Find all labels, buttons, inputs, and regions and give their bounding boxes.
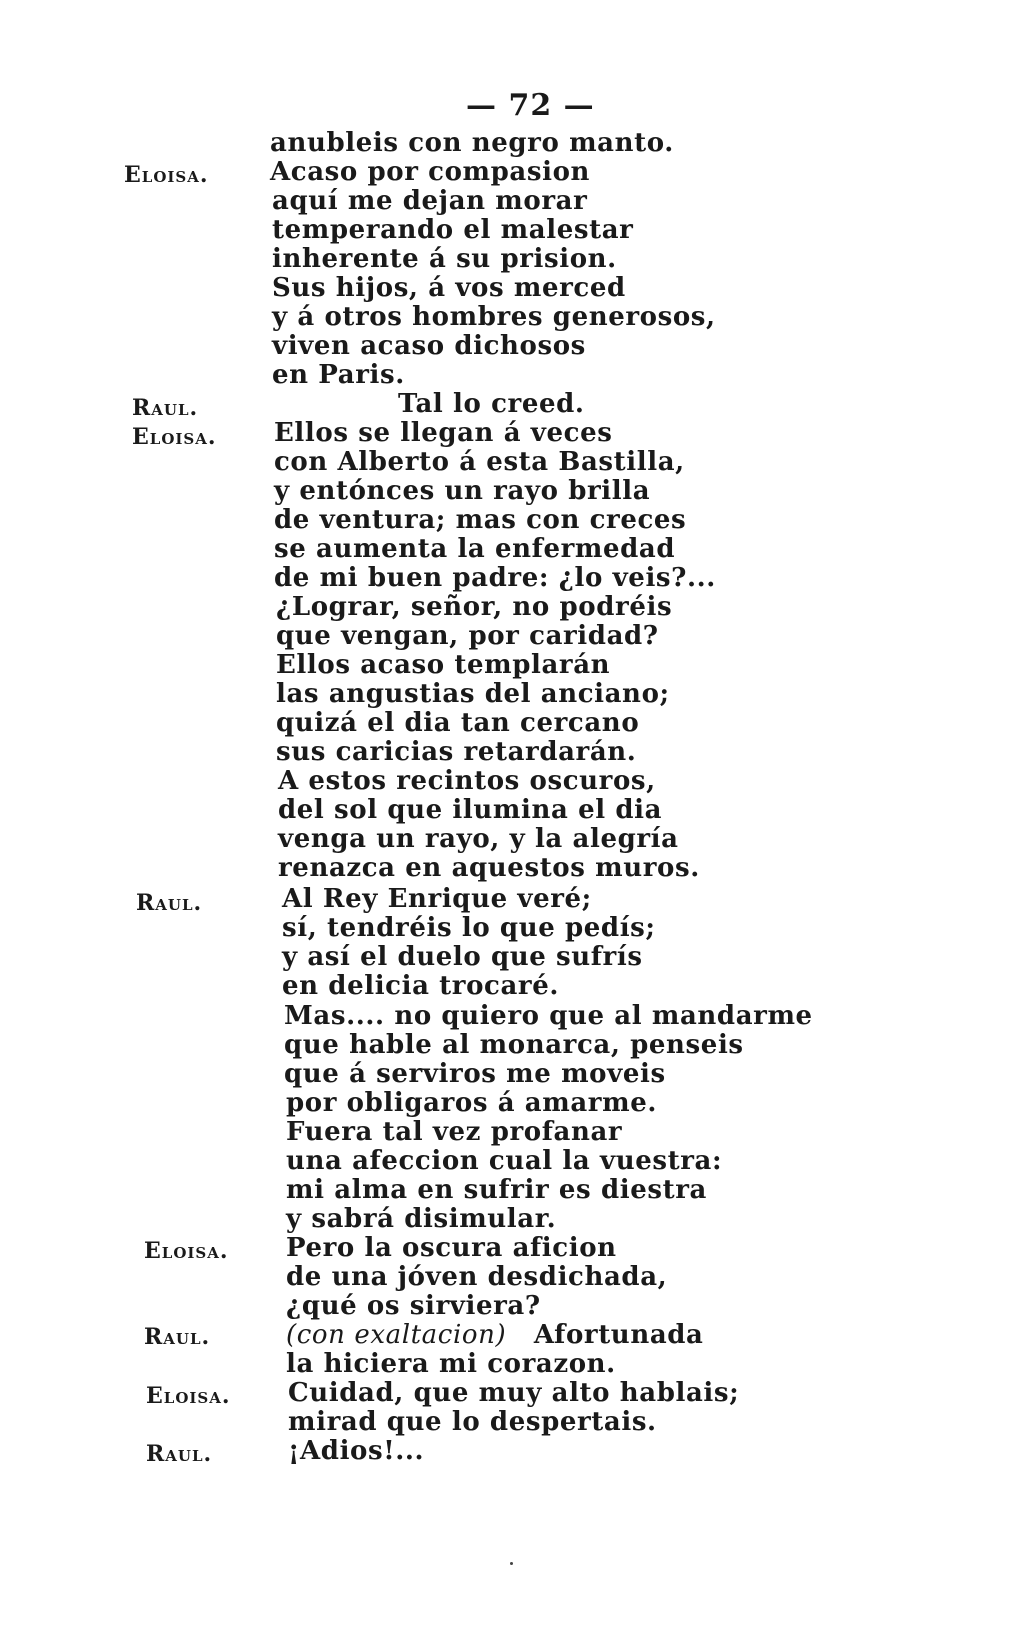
speck-mark [510, 1562, 513, 1565]
speaker-eloisa: Eloisa. [132, 424, 217, 450]
verse-line: A estos recintos oscuros, [278, 766, 656, 796]
verse-line: Al Rey Enrique veré; [282, 884, 592, 914]
verse-line: mirad que lo despertais. [288, 1407, 657, 1437]
verse-line: anubleis con negro manto. [270, 128, 674, 158]
verse-line: temperando el malestar [272, 215, 634, 245]
verse-line: de una jóven desdichada, [286, 1262, 668, 1292]
speaker-eloisa: Eloisa. [124, 162, 209, 188]
speaker-raul: Raul. [136, 890, 203, 916]
verse-fragment: Afortunada [533, 1320, 704, 1350]
verse-line: Ellos se llegan á veces [274, 418, 613, 448]
verse-line: la hiciera mi corazon. [286, 1349, 616, 1379]
verse-line: del sol que ilumina el dia [278, 795, 663, 825]
verse-line: las angustias del anciano; [276, 679, 670, 709]
speaker-eloisa: Eloisa. [146, 1383, 231, 1409]
verse-line: ¿Lograr, señor, no podréis [276, 592, 673, 622]
verse-line: Pero la oscura aficion [286, 1233, 617, 1263]
verse-line: Fuera tal vez profanar [286, 1117, 623, 1147]
verse-line: se aumenta la enfermedad [274, 534, 676, 564]
verse-line: Ellos acaso templarán [276, 650, 611, 680]
verse-line: inherente á su prision. [272, 244, 617, 274]
verse-line: y á otros hombres generosos, [272, 302, 716, 332]
verse-line: que á serviros me moveis [284, 1059, 666, 1089]
verse-line: que hable al monarca, penseis [284, 1030, 744, 1060]
verse-line: renazca en aquestos muros. [278, 853, 700, 883]
stage-direction: (con exaltacion) [286, 1320, 507, 1350]
page-number: — 72 — [466, 88, 595, 123]
verse-line: viven acaso dichosos [272, 331, 586, 361]
speaker-eloisa: Eloisa. [144, 1238, 229, 1264]
verse-line-with-stage-direction [286, 1320, 704, 1350]
verse-line: ¡Adios!... [288, 1436, 425, 1466]
verse-line: sus caricias retardarán. [276, 737, 637, 767]
speaker-raul: Raul. [146, 1441, 213, 1467]
verse-line: y entónces un rayo brilla [274, 476, 651, 506]
verse-line: sí, tendréis lo que pedís; [282, 913, 656, 943]
verse-line: con Alberto á esta Bastilla, [274, 447, 685, 477]
verse-line: Acaso por compasion [270, 157, 591, 187]
verse-line: de ventura; mas con creces [274, 505, 687, 535]
verse-line: quizá el dia tan cercano [276, 708, 640, 738]
verse-line: una afeccion cual la vuestra: [286, 1146, 723, 1176]
verse-line: ¿qué os sirviera? [286, 1291, 541, 1321]
verse-line: Cuidad, que muy alto hablais; [288, 1378, 740, 1408]
verse-line: de mi buen padre: ¿lo veis?... [274, 563, 716, 593]
verse-line: Sus hijos, á vos merced [272, 273, 626, 303]
verse-line: aquí me dejan morar [272, 186, 588, 216]
verse-line: venga un rayo, y la alegría [278, 824, 679, 854]
verse-line: y así el duelo que sufrís [282, 942, 643, 972]
verse-line: mi alma en sufrir es diestra [286, 1175, 707, 1205]
verse-line: Tal lo creed. [398, 389, 585, 419]
verse-line: en Paris. [272, 360, 405, 390]
verse-line: Mas.... no quiero que al mandarme [284, 1001, 813, 1031]
speaker-raul: Raul. [144, 1324, 211, 1350]
speaker-raul: Raul. [132, 395, 199, 421]
verse-line: que vengan, por caridad? [276, 621, 659, 651]
verse-line: por obligaros á amarme. [286, 1088, 658, 1118]
verse-line: en delicia trocaré. [282, 971, 559, 1001]
verse-line: y sabrá disimular. [286, 1204, 557, 1234]
